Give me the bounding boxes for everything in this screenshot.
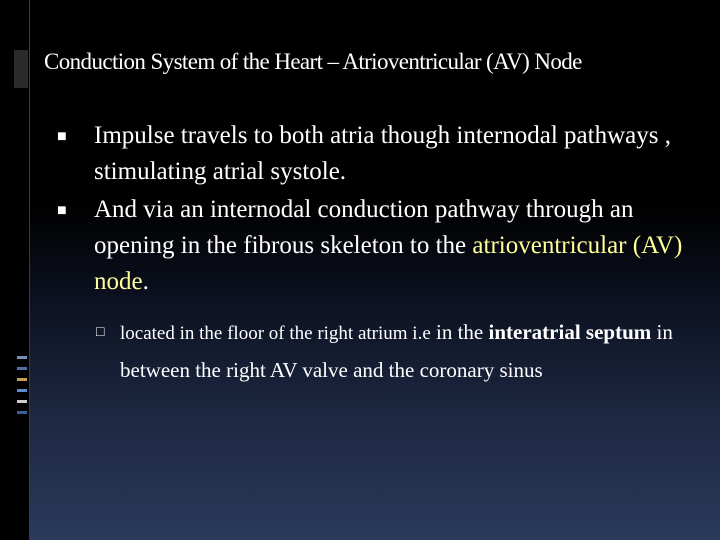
sub-bullet-text: in between the right AV valve and the coronary sinus bbox=[120, 320, 673, 382]
bullet-item bbox=[44, 118, 704, 190]
decorative-lines bbox=[17, 356, 27, 422]
sub-bullet-square-icon: □ bbox=[96, 325, 105, 340]
bullet-text-end: . bbox=[142, 268, 149, 295]
slide-title: Conduction System of the Heart – Atrioventricular (AV) Node bbox=[44, 49, 582, 74]
slide-content bbox=[44, 118, 704, 389]
bullet-item bbox=[44, 192, 704, 300]
slide-divider bbox=[29, 0, 30, 540]
highlighted-term: atrioventricular (AV) node bbox=[94, 232, 683, 295]
bullet-square-icon: ■ bbox=[57, 128, 67, 145]
sub-bullet-text: in the bbox=[430, 320, 489, 344]
bullet-text: Impulse travels to both atria though internodal pathways , stimulating atrial systole. bbox=[94, 122, 671, 185]
sub-bullet-item bbox=[44, 314, 704, 389]
title-accent-bar bbox=[14, 50, 28, 88]
bullet-square-icon: ■ bbox=[57, 202, 67, 219]
bold-term: interatrial septum bbox=[488, 320, 652, 344]
sub-bullet-text: located in the floor of the right atrium i.e bbox=[120, 323, 431, 344]
bullet-text: And via an internodal conduction pathway through an opening in the fibrous skeleton to the bbox=[94, 196, 634, 259]
